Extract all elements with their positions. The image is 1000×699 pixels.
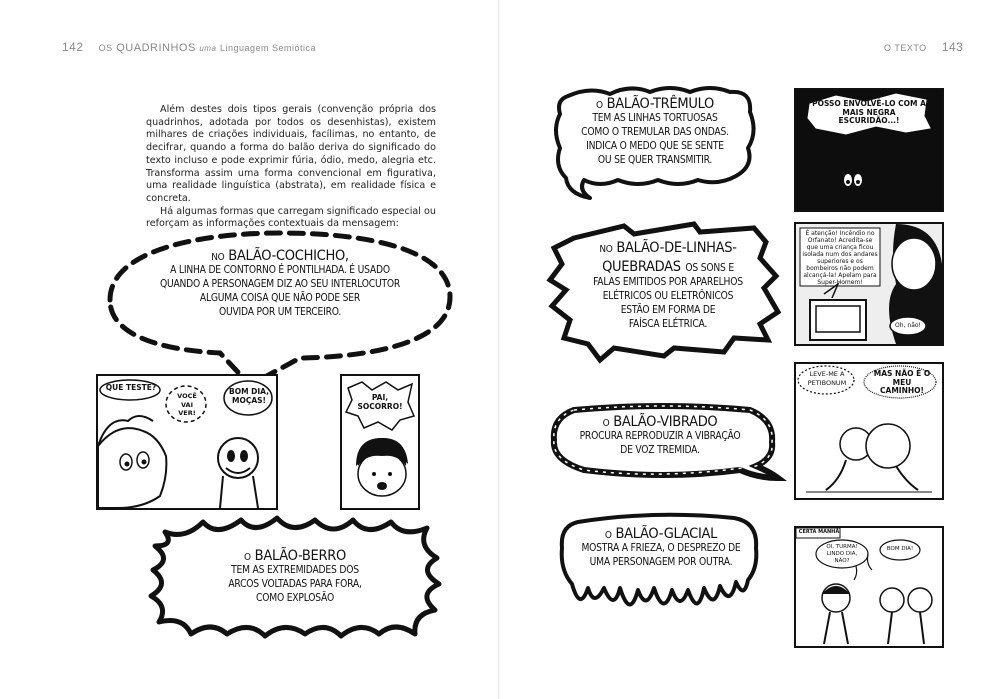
glacial-line-2: UMA PERSONAGEM POR OUTRA. — [589, 557, 733, 568]
panel1-speech-b: VOCÊ VAI VER! — [177, 392, 197, 417]
tremulo-line-4: OU SE QUER TRANSMITIR. — [597, 155, 713, 166]
tremulo-line-3: INDICA O MEDO QUE SE SENTE — [586, 141, 724, 152]
balloon-cochicho-text — [135, 248, 425, 320]
comic-panel-superhomem — [794, 222, 944, 346]
quebradas-head-name-2: QUEBRADAS — [602, 259, 681, 275]
vibrado-head-o: O — [602, 418, 610, 429]
glacial-head-o: O — [604, 530, 612, 541]
panel1-speech-a: QUE TESTE? — [105, 383, 157, 392]
paragraph-2: Há algumas formas que carregam significado especial ou reforçam as informações contextuais da mensagem: — [146, 205, 436, 230]
left-page-number: 142 — [62, 40, 84, 54]
balloon-vibrado-text — [562, 414, 758, 458]
panel-petibonum-speech-a: LEVE-ME A PETIBONUM — [807, 370, 847, 387]
balloon-glacial-text — [566, 526, 756, 570]
cochicho-line-3: ALGUMA COISA QUE NÃO PODE SER — [199, 293, 361, 304]
paragraph-1: Além destes dois tipos gerais (convenção própria dos quadrinhos, adotada por todos os desenhistas), existem milhares de criações individuais, facílimas, no entanto, de decifrar, quando a forma do balão deriva do significado do texto incluso e pode exprimir fúria, ódio, medo, alegria etc. Transforma assim uma forma convencional em figurativa, uma realidade linguística (abstrata), em realidade física e concreta. — [146, 104, 436, 204]
comic-panel-petibonum — [794, 362, 944, 500]
cochicho-line-2: QUANDO A PERSONAGEM DIZ AO SEU INTERLOCUTOR — [159, 279, 401, 290]
panel-petibonum-speech-b: MAS NÃO É O MEU CAMINHO! — [873, 369, 931, 395]
panel-superhomem-caption: É atenção! Incêndio no Orfanato! Acredita-se que uma criança ficou isolada num dos andares superiores e os bombeiros não podem alcançá-la! Apelam para Super-Homem! — [802, 230, 878, 286]
balloon-tremulo-text — [560, 96, 750, 168]
header-uma: uma — [199, 44, 217, 53]
quebradas-line-3: ELÉTRICOS OU ELETRÔNICOS — [602, 291, 734, 302]
quebradas-head-name: BALÃO-DE-LINHAS- — [616, 240, 737, 256]
balloon-linhas-quebradas-text — [570, 240, 766, 332]
body-text — [146, 104, 436, 231]
panel2-speech: PAI, SOCORRO! — [357, 393, 403, 411]
glacial-line-1: MOSTRA A FRIEZA, O DESPREZO DE — [581, 543, 741, 554]
berro-line-1: TEM AS EXTREMIDADES DOS — [231, 565, 359, 576]
glacial-head-name: BALÃO-GLACIAL — [615, 526, 718, 542]
cochicho-line-1: A LINHA DE CONTORNO É PONTILHADA. É USADO — [170, 265, 390, 276]
panel-certa-manha-speech-a: OI, TURMA! LINDO DIA, NÃO? — [826, 544, 858, 564]
tremulo-head-o: O — [596, 100, 603, 111]
vibrado-line-1: PROCURA REPRODUZIR A VIBRAÇÃO — [579, 431, 741, 442]
berro-head-name: BALÃO-BERRO — [254, 548, 346, 564]
panel-escuridao-speech: POSSO ENVOLVÊ-LO COM A MAIS NEGRA ESCURIDÃO...! — [812, 99, 926, 125]
comic-panel-certa-manha — [794, 526, 944, 648]
quebradas-line-2: FALAS EMITIDOS POR APARELHOS — [593, 277, 743, 288]
berro-line-3: COMO EXPLOSÃO — [256, 593, 334, 604]
header-os: OS — [98, 43, 113, 53]
header-quadrinhos: QUADRINHOS — [116, 42, 196, 54]
right-page-number: 143 — [941, 40, 964, 54]
quebradas-line-1: OS SONS E — [685, 263, 734, 274]
panel-certa-manha-speech-b: BOM DIA! — [886, 546, 914, 552]
panel-superhomem-speech: Oh, não! — [895, 322, 921, 329]
vibrado-head-name: BALÃO-VIBRADO — [613, 414, 718, 430]
comic-panel-cascao — [96, 374, 278, 510]
tremulo-line-1: TEM AS LINHAS TORTUOSAS — [592, 113, 718, 124]
quebradas-line-4: ESTÃO EM FORMA DE — [620, 305, 716, 316]
balloon-berro-text — [185, 548, 405, 606]
berro-line-2: ARCOS VOLTADAS PARA FORA, — [228, 579, 362, 590]
right-header-title: O TEXTO — [884, 43, 927, 53]
cochicho-head-no: NO — [211, 252, 225, 263]
quebradas-head-no: NO — [599, 244, 613, 255]
right-page — [500, 0, 1000, 699]
cochicho-head-name: BALÃO-COCHICHO, — [228, 248, 349, 264]
vibrado-line-2: DE VOZ TREMIDA. — [620, 445, 700, 456]
right-running-header — [884, 40, 963, 54]
panel1-speech-c: BOM DIA, MOÇAS! — [229, 387, 269, 405]
comic-panel-escuridao — [794, 88, 944, 212]
comic-panel-socorro — [340, 374, 420, 510]
tremulo-head-name: BALÃO-TRÊMULO — [606, 96, 714, 112]
header-linguagem: Linguagem Semiótica — [219, 43, 317, 53]
panel-certa-manha-caption: CERTA MANHÃ — [798, 529, 840, 535]
berro-head-o: O — [244, 552, 251, 563]
comic-panel-certa-manha-art — [796, 528, 942, 646]
tremulo-line-2: COMO O TREMULAR DAS ONDAS. — [581, 127, 729, 138]
left-running-header — [62, 40, 316, 54]
quebradas-line-5: FAÍSCA ELÉTRICA. — [628, 319, 708, 330]
cochicho-line-4: OUVIDA POR UM TERCEIRO. — [218, 307, 342, 318]
